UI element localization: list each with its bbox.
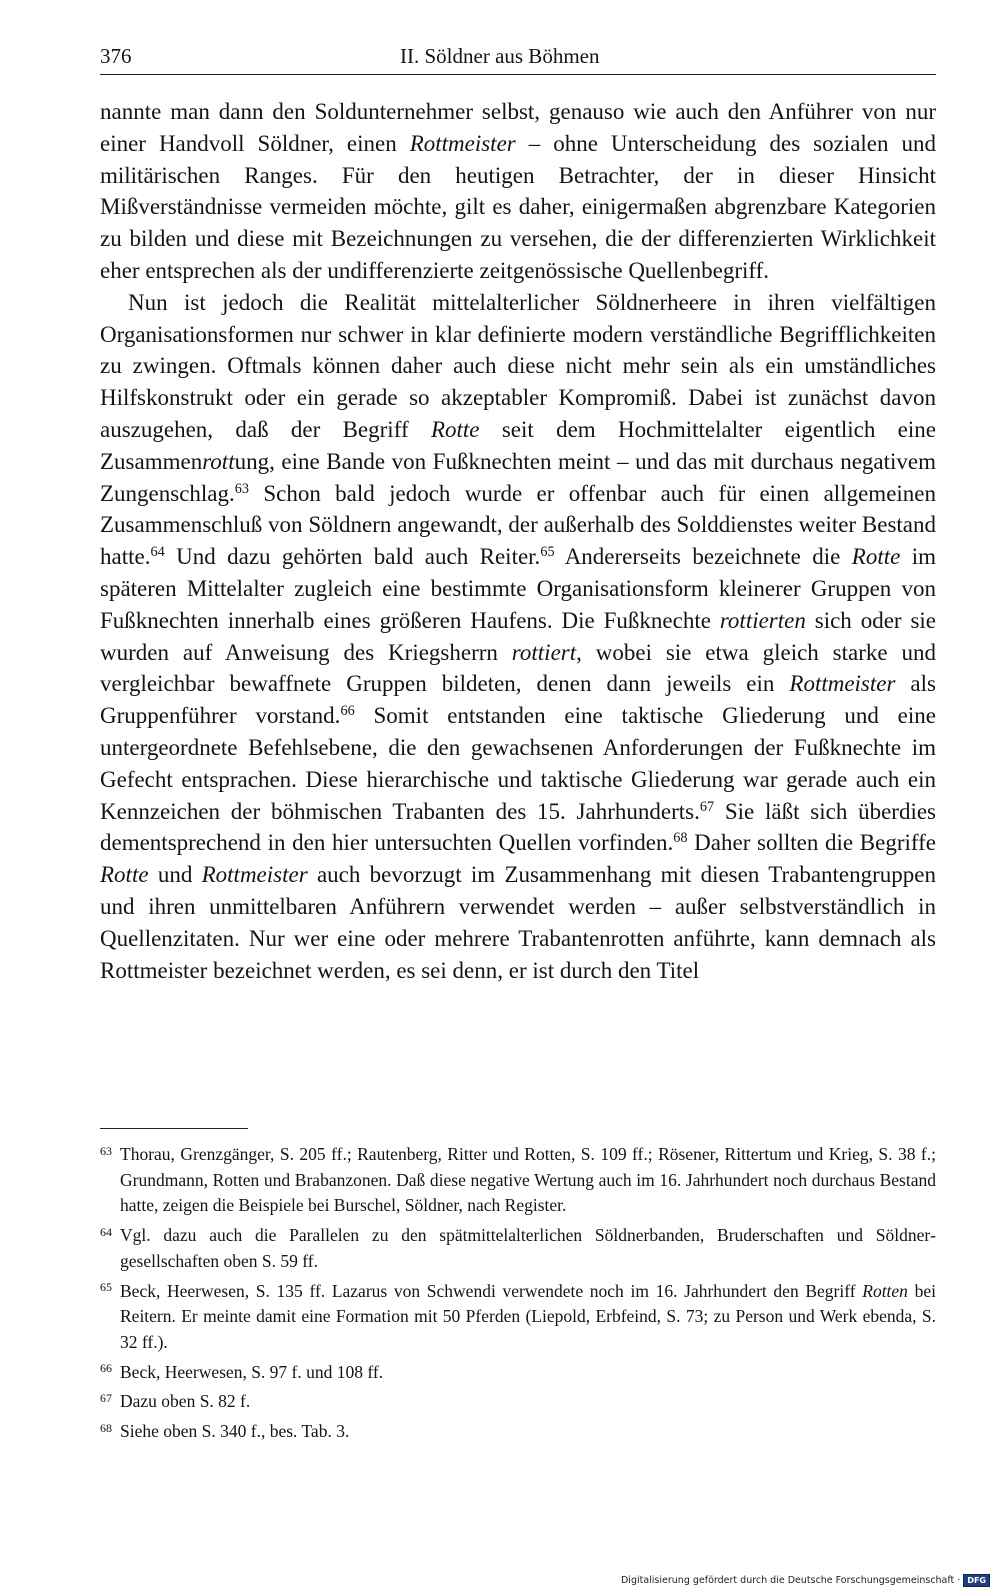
italic-term: rott [202,448,235,474]
footnote: 66 Beck, Heerwesen, S. 97 f. und 108 ff. [100,1361,384,1382]
italic-term: rottiert [511,639,577,665]
text-run: bei Reitern. Er meinte damit eine Formation mit 50 Pferden (Liepold, Erbfeind, S. 73; zu Person und Werk ebenda, S. 32 ff.). [120,1280,936,1352]
italic-term: Rottmeister [789,671,896,697]
footnote-reference: 66 [340,703,355,720]
footnote: 63 Thorau, Grenzgänger, S. 205 ff.; Rautenberg, Ritter und Rotten, S. 109 ff.; Rösener, Rittertum und Krieg, S. 38 f.; Grundmann, Rotten und Brabanzonen. Daß diese negative Wertung auch im 16. Jahrhundert noch durchaus Bestand hatte, zeigen die Beispiele bei Burschel, Söldner, nach Register. [100,1143,936,1216]
text-run: , wobei sie etwa gleich starke und vergleichbar bewaffnete Gruppen bildeten, denen dann jeweils ein [100,639,936,697]
dfg-logo-icon: DFG [963,1574,990,1587]
paragraph [100,287,936,987]
footnote-reference: 63 [234,480,250,497]
footnotes [100,1142,936,1449]
body-text [100,96,936,986]
page-number: 376 [100,44,132,68]
text-run: als Gruppenführer vorstand. [100,671,936,729]
italic-term: Rotten [862,1280,908,1301]
footnote-reference: 64 [150,544,165,561]
footnote: 67 Dazu oben S. 82 f. [100,1390,251,1412]
footnote-reference: 68 [673,830,688,847]
footnote-reference: 67 [699,798,715,815]
text-run: und [148,862,202,888]
italic-term: Rotte [430,416,480,442]
paragraph [100,96,936,287]
text-run: Sie läßt sich überdies dementsprechend in den hier untersuchten Quellen vorfinden. [100,798,936,856]
text-run: Beck, Heerwesen, S. 135 ff. Lazarus von Schwendi verwendete noch im 16. Jahrhundert den Begriff [120,1280,863,1301]
page-header [100,40,936,75]
text-run: Thorau, Grenzgänger, S. 205 ff.; Rautenberg, Ritter und Rotten, S. 109 ff.; Rösener, Rittertum und Krieg, S. 38 f.; Grundmann, Rotten und Brabanzonen. Daß diese negative Wertung auch im 16. Jahrhundert noch durchaus Bestand hatte, zeigen die Beispiele bei Burschel, Söldner, nach Register. [120,1144,936,1216]
footnote-divider [100,1128,248,1129]
footnote: 65 Beck, Heerwesen, S. 135 ff. Lazarus von Schwendi verwendete noch im 16. Jahrhundert den Begriff Rotten bei Reitern. Er meinte damit eine Formation mit 50 Pferden (Liepold, Erbfeind, S. 73; zu Person und Werk ebenda, S. 32 ff.). [100,1280,936,1352]
text-run: Somit entstanden eine taktische Gliederung und eine untergeordnete Befehlsebene, die den gewachsenen Anforderungen der Fußknechte im Gefecht entsprachen. Diese hierarchische und taktische Gliederung war gerade auch ein Kennzeichen der böhmischen Trabanten des 15. Jahrhunderts. [100,703,936,824]
digitization-text: Digitalisierung gefördert durch die Deutsche Forschungsgemeinschaft · [620,1575,961,1586]
text-run: Beck, Heerwesen, S. 97 f. und 108 ff. [120,1361,384,1382]
italic-term: Rottmeister [201,862,308,888]
text-run: sich oder sie wurden auf Anweisung des Kriegsherrn [100,607,937,665]
text-run: Schon bald jedoch wurde er offenbar auch für einen allgemeinen Zusammenschluß von Söldnern angewandt, der außerhalb des Solddienstes weiter Bestand hatte. [100,480,936,570]
footnote-reference: 65 [540,544,555,561]
running-title: II. Söldner aus Böhmen [400,44,600,68]
italic-term: Rotte [100,862,149,888]
text-run: Nun ist jedoch die Realität mittelalterlicher Söldnerheere in ihren vielfältigen Organisationsformen nur schwer in klar definierte modern verständliche Begrifflichkeiten zu zwingen. Oftmals können daher auch diese nicht mehr sein als ein umständliches Hilfskonstrukt oder ein gerade so akzeptabler Kompromiß. Dabei ist zunächst davon auszugehen, daß der Begriff [100,289,936,442]
footnote: 64 Vgl. dazu auch die Parallelen zu den spätmittelalterlichen Söldnerbanden, Bruderschaften und Söldnergesellschaften oben S. 59 ff. [100,1224,936,1271]
text-run: ung, eine Bande von Fußknechten meint – und das mit durchaus negativem Zungenschlag. [100,448,936,506]
text-run: Dazu oben S. 82 f. [120,1391,251,1412]
text-run: Andererseits bezeichnete die [554,544,852,570]
text-run: Daher sollten die Begriffe [687,830,936,856]
text-run: Vgl. dazu auch die Parallelen zu den spätmittelalterlichen Söldnerbanden, Bruderschaften und Söldnergesellschaften oben S. 59 ff. [120,1225,936,1271]
footnote: 68 Siehe oben S. 340 f., bes. Tab. 3. [100,1420,350,1442]
text-run: im späteren Mittelalter zugleich eine bestimmte Organisationsform kleinerer Gruppen von Fußknechten innerhalb eines größeren Haufens. Die Fußknechte [100,544,937,633]
digitization-notice [621,1574,990,1587]
text-run: – ohne Unterscheidung des sozialen und militärischen Ranges. Für den heutigen Betrachter, der in dieser Hinsicht Mißverständnisse vermeiden möchte, gilt es daher, einigermaßen abgrenzbare Kategorien zu bilden und diese mit Bezeichnungen zu versehen, die der differenzierten Wirklichkeit eher entsprechen als der undifferenzierte zeitgenössische Quellenbegriff. [100,130,936,283]
text-run: Siehe oben S. 340 f., bes. Tab. 3. [120,1421,350,1442]
italic-term: Rottmeister [409,130,516,156]
text-run: auch bevorzugt im Zusammenhang mit diesen Trabantengruppen und ihren unmittelbaren Anführern verwendet werden – außer selbstverständlich in Quellenzitaten. Nur wer eine oder mehrere Trabantenrotten anführte, kann demnach als Rottmeister bezeichnet werden, es sei denn, er ist durch den Titel [100,862,936,983]
text-run: seit dem Hochmittelalter eigentlich eine Zusammen [100,416,936,474]
text-run: nannte man dann den Soldunternehmer selbst, genauso wie auch den Anführer von nur einer Handvoll Söldner, einen [100,99,936,156]
italic-term: rottierten [719,607,806,633]
text-run: Und dazu gehörten bald auch Reiter. [164,544,541,570]
italic-term: Rotte [851,544,901,570]
